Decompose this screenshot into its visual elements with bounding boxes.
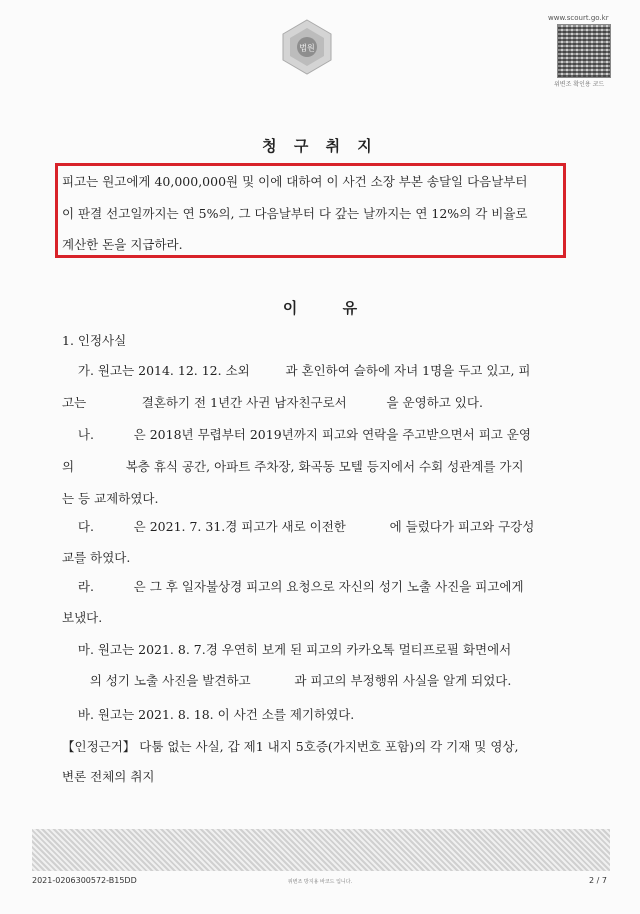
reason-title: 이 유 [282, 299, 358, 317]
reason-line: 가. 원고는 2014. 12. 12. 소외 과 혼인하여 슬하에 자녀 1명을 두고 있고, 피 [62, 363, 531, 378]
page-number: 2 / 7 [589, 876, 607, 885]
reason-line: 바. 원고는 2021. 8. 18. 이 사건 소를 제기하였다. [62, 707, 355, 722]
reason-line: 는 등 교제하였다. [62, 491, 159, 506]
reason-line: 【인정근거】 다툼 없는 사실, 갑 제1 내지 5호증(가지번호 포함)의 각 기재 및 영상, [62, 739, 519, 754]
claim-line: 이 판결 선고일까지는 연 5%의, 그 다음날부터 다 갚는 날까지는 연 12%의 각 비율로 [62, 206, 528, 221]
site-url: www.scourt.go.kr [548, 14, 609, 22]
court-emblem-icon [278, 18, 336, 76]
reason-line: 다. 은 2021. 7. 31.경 피고가 새로 이전한 에 들렀다가 피고와 구강성 [62, 519, 535, 534]
reason-line: 라. 은 그 후 일자불상경 피고의 요청으로 자신의 성기 노출 사진을 피고에게 [62, 579, 524, 594]
claim-line: 피고는 원고에게 40,000,000원 및 이에 대하여 이 사건 소장 부본 송달일 다음날부터 [62, 174, 528, 189]
qr-caption: 위변조 확인용 코드 [554, 81, 605, 88]
barcode-note: 위변조 방지용 바코드 입니다. [287, 879, 353, 885]
reason-line: 마. 원고는 2021. 8. 7.경 우연히 보게 된 피고의 카카오톡 멀티프로필 화면에서 [62, 642, 512, 657]
security-barcode-band [32, 829, 610, 871]
reason-line: 고는 결혼하기 전 1년간 사귄 남자친구로서 을 운영하고 있다. [62, 395, 483, 410]
claim-title: 청 구 취 지 [262, 137, 378, 155]
reason-line: 의 복층 휴식 공간, 아파트 주차장, 화곡동 모텔 등지에서 수회 성관계를 가지 [62, 459, 524, 474]
emblem-text: 법원 [299, 43, 315, 53]
reason-line: 교를 하였다. [62, 550, 131, 565]
reason-line: 보냈다. [62, 610, 103, 625]
claim-line: 계산한 돈을 지급하라. [62, 237, 183, 252]
reason-line: 나. 은 2018년 무렵부터 2019년까지 피고와 연락을 주고받으면서 피고 운영 [62, 427, 531, 442]
qr-code-icon [557, 24, 611, 78]
document-id: 2021-0206300572-B15DD [32, 876, 137, 885]
reason-line: 1. 인정사실 [62, 333, 127, 348]
reason-line: 의 성기 노출 사진을 발견하고 과 피고의 부정행위 사실을 알게 되었다. [62, 673, 512, 688]
reason-line: 변론 전체의 취지 [62, 769, 155, 784]
